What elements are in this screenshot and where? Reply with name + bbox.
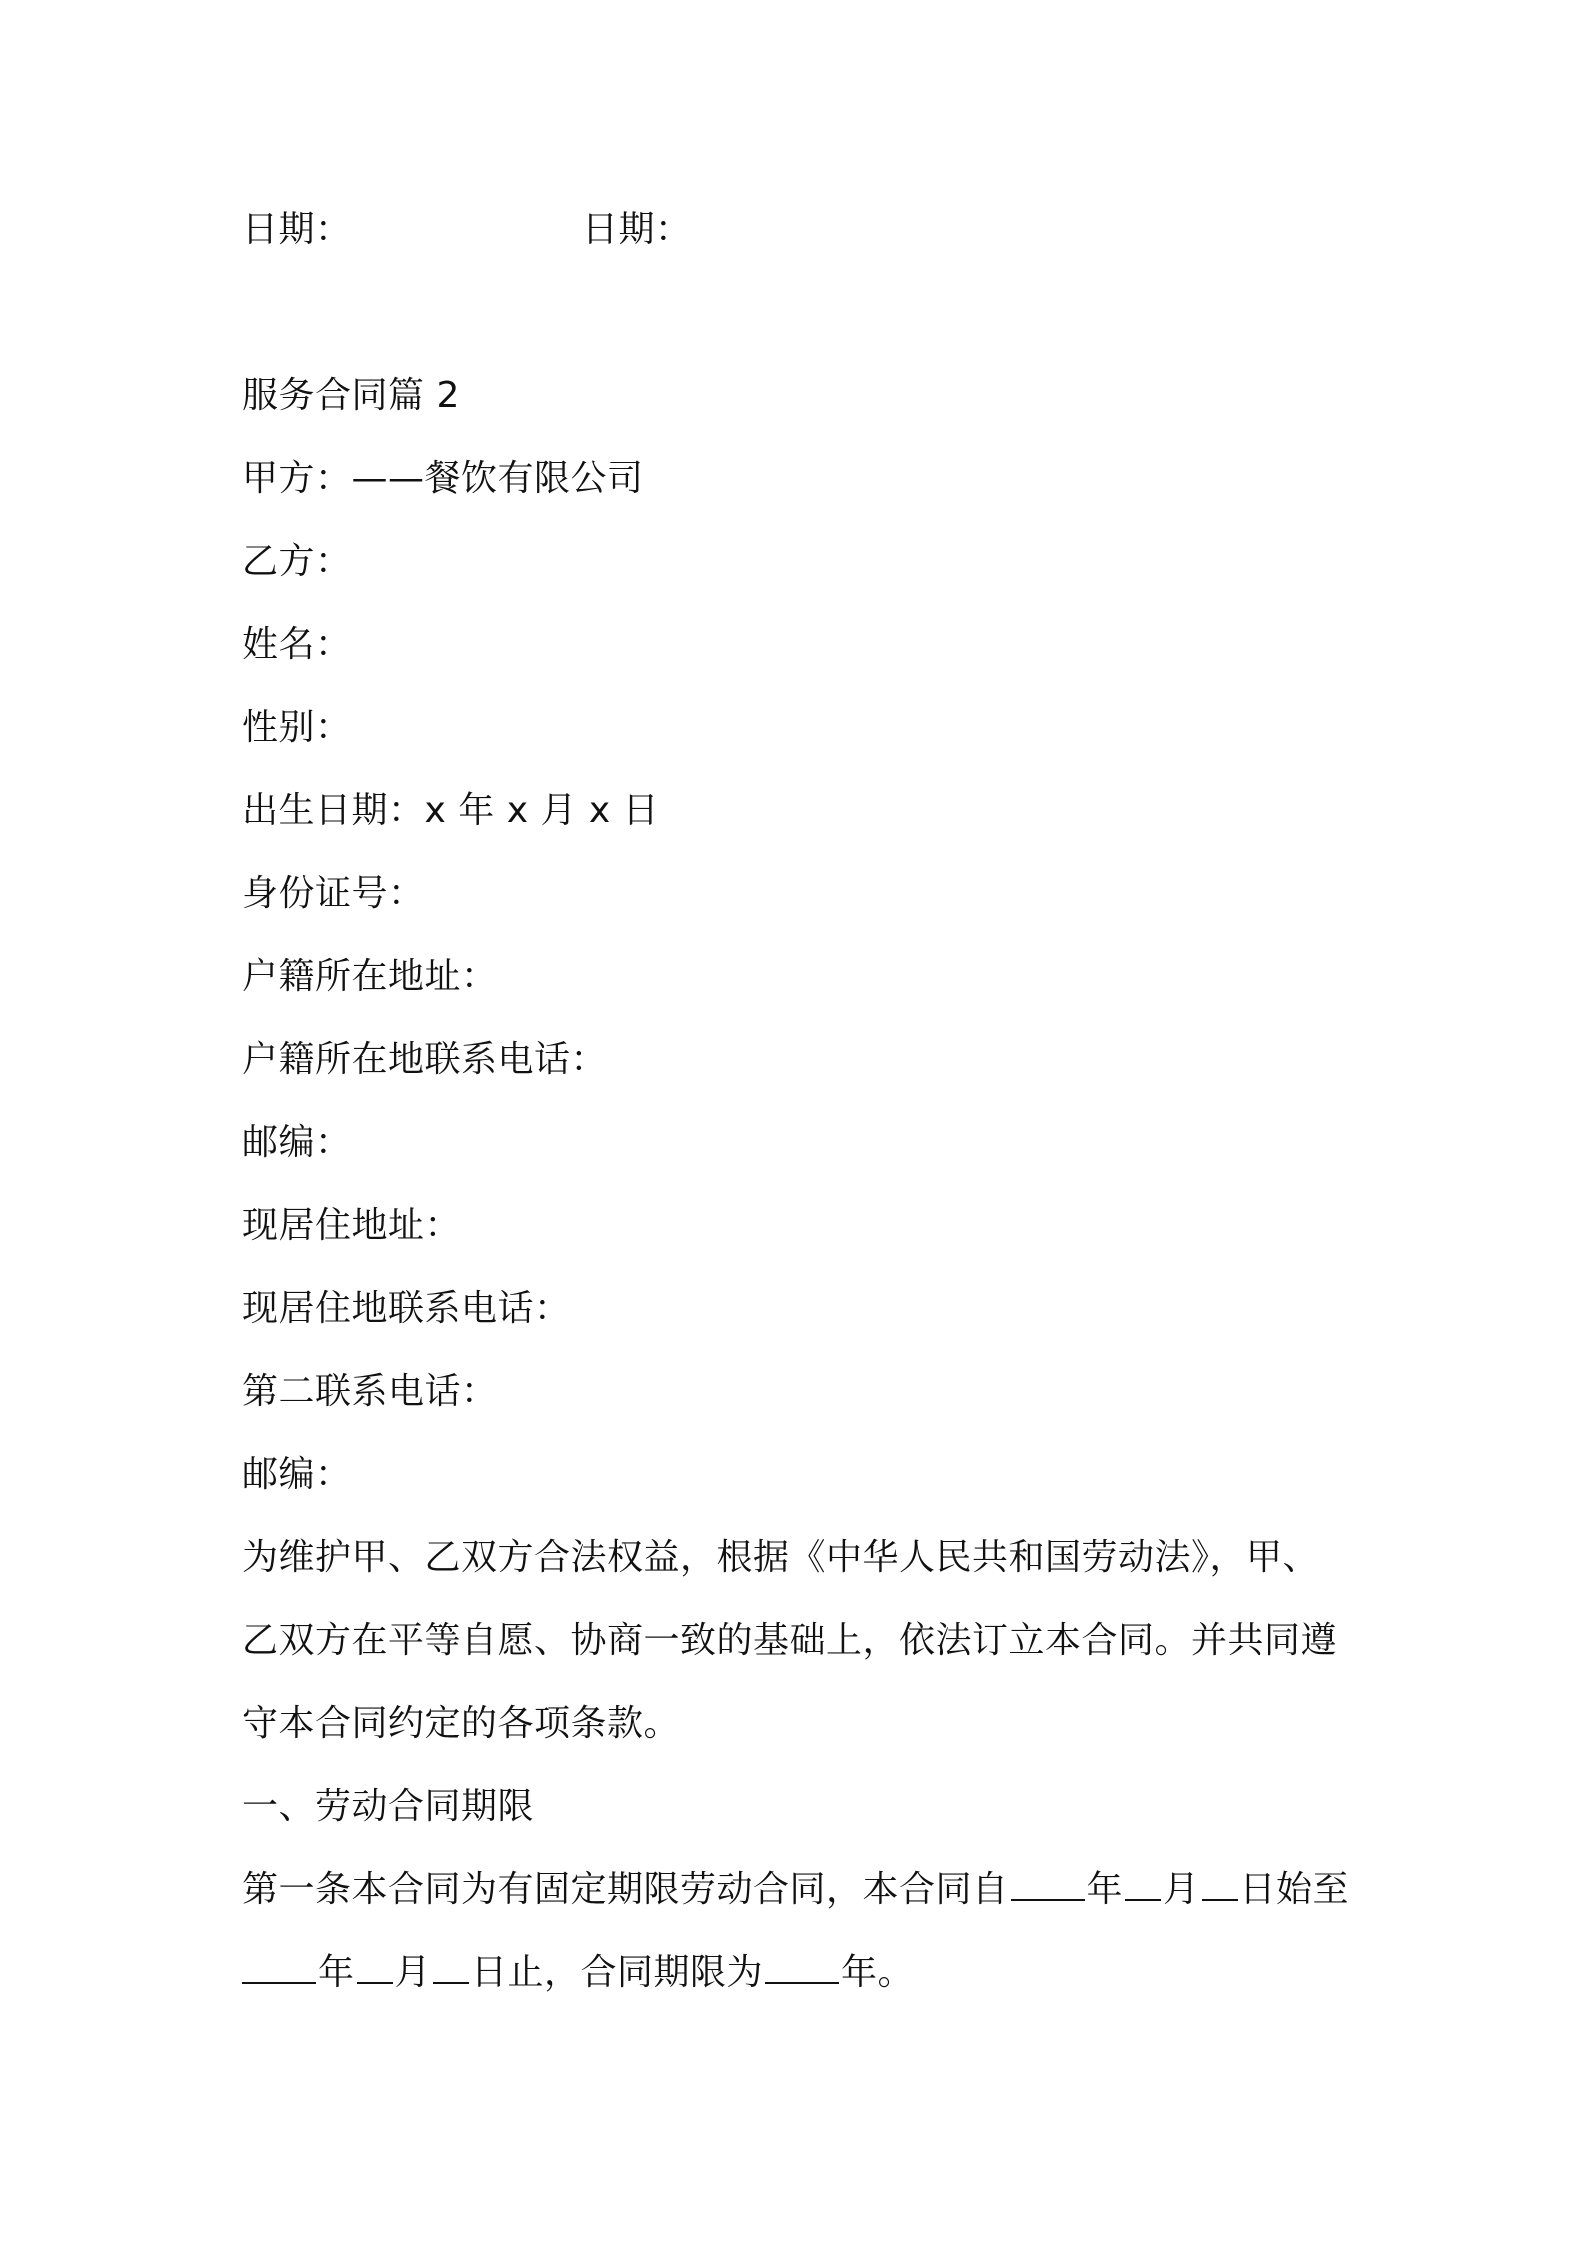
field-household-address: 户籍所在地址： (242, 956, 498, 997)
blank-term-years (765, 1952, 839, 1984)
end-day-text: 日止，合同期限为 (471, 1952, 764, 1993)
end-month-label: 月 (394, 1952, 432, 1993)
preamble-line-3: 守本合同约定的各项条款。 (242, 1703, 681, 1744)
section-title: 服务合同篇 2 (242, 375, 460, 416)
chapter-one-title: 一、劳动合同期限 (242, 1786, 535, 1827)
field-household-phone: 户籍所在地联系电话： (242, 1039, 608, 1080)
article-one-line-1 (242, 1868, 1349, 1912)
party-a-line: 甲方：——餐饮有限公司 (242, 458, 644, 499)
blank-month (1125, 1869, 1161, 1901)
field-postcode: 邮编： (242, 1122, 352, 1163)
field-current-address: 现居住地址： (242, 1205, 462, 1246)
start-day-text: 日始至 (1239, 1869, 1350, 1910)
field-current-phone: 现居住地联系电话： (242, 1288, 571, 1329)
field-second-phone: 第二联系电话： (242, 1371, 498, 1412)
signature-date-right: 日期： (582, 209, 692, 250)
field-birth-date: 出生日期：x 年 x 月 x 日 (242, 790, 660, 831)
year-label: 年 (1086, 1869, 1124, 1910)
field-name: 姓名： (242, 624, 352, 665)
preamble-line-2: 乙双方在平等自愿、协商一致的基础上，依法订立本合同。并共同遵 (242, 1620, 1338, 1661)
article-one-line-2 (242, 1951, 914, 1995)
field-id-number: 身份证号： (242, 873, 425, 914)
signature-date-left: 日期： (242, 209, 352, 250)
article-one-text: 第一条本合同为有固定期限劳动合同，本合同自 (242, 1869, 1009, 1910)
preamble-line-1: 为维护甲、乙双方合法权益，根据《中华人民共和国劳动法》，甲、 (242, 1537, 1320, 1578)
field-party-b: 乙方： (242, 541, 352, 582)
blank-end-month (357, 1952, 393, 1984)
blank-end-day (433, 1952, 469, 1984)
month-label: 月 (1163, 1869, 1200, 1910)
blank-day (1202, 1869, 1238, 1901)
blank-year (1011, 1869, 1085, 1901)
field-postcode-2: 邮编： (242, 1454, 352, 1495)
end-year-label: 年 (318, 1952, 355, 1993)
field-gender: 性别： (242, 707, 352, 748)
term-years-label: 年。 (841, 1952, 915, 1993)
blank-end-year (242, 1952, 316, 1984)
